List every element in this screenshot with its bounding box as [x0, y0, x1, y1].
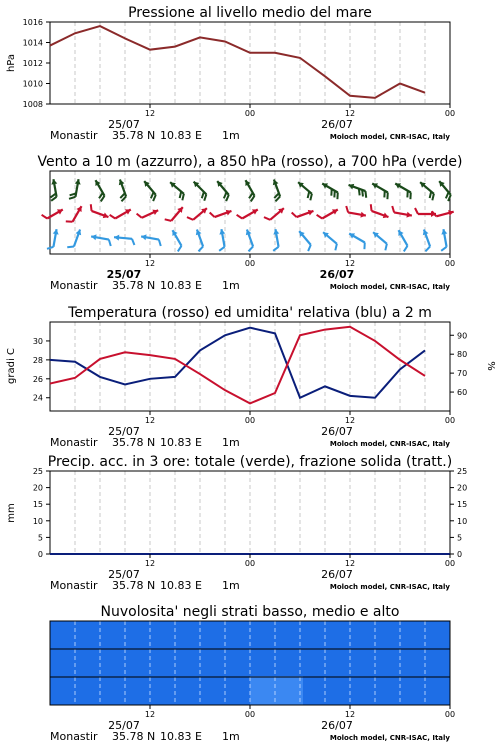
date-label-1: 25/07 [108, 118, 140, 131]
barb-feather [441, 247, 447, 251]
barb-feather [402, 246, 409, 252]
precip-y-tick-label-right: 10 [457, 516, 468, 526]
barb-feather [42, 213, 48, 220]
wind-700hpa-barb [369, 181, 392, 199]
station-lon: 10.83 E [160, 129, 202, 142]
barb-feather [333, 244, 339, 251]
x-tick-label: 12 [144, 710, 156, 719]
x-tick-label: 12 [144, 559, 156, 568]
temp-y-label: gradi C [6, 348, 17, 384]
barb-feather [247, 246, 254, 251]
wind-10m-barb [216, 229, 229, 251]
wind-700hpa-barb [114, 179, 130, 202]
barb-feather [210, 211, 215, 218]
wind-850hpa-barb [88, 204, 111, 220]
wind-10m-barb [369, 230, 391, 250]
barb-feather [89, 204, 94, 211]
wind-10m-barb [114, 234, 136, 245]
barb-feather [158, 240, 162, 246]
barb-feather [69, 196, 75, 200]
station-name: Monastir [50, 129, 98, 142]
barb-feather [110, 213, 116, 220]
x-tick-label: 00 [244, 259, 256, 268]
precip-y-tick-label-right: 25 [457, 467, 468, 476]
wind-700hpa-barb [435, 179, 455, 201]
temp-chart-title: Temperatura (rosso) ed umidita' relativa (blu) a 2 m [68, 305, 432, 321]
precip-y-tick-label: 0 [37, 550, 43, 559]
barb-feather [219, 247, 225, 251]
temp-y-tick-label: 24 [32, 393, 43, 403]
date-label-1: 25/07 [108, 719, 140, 732]
wind-700hpa-barb [294, 180, 316, 200]
x-tick-label: 00 [244, 109, 256, 118]
humidity-y-tick-label: 80 [457, 350, 468, 360]
wind-10m-barb [191, 229, 207, 252]
precip-y-tick-label: 5 [37, 533, 43, 543]
station-lat: 35.78 N [112, 129, 156, 142]
precip-y-tick-label-right: 20 [457, 483, 468, 493]
cloud-cover-panel [50, 604, 455, 743]
date-label-2: 26/07 [321, 719, 353, 732]
model-credit: Moloch model, CNR-ISAC, Italy [329, 734, 450, 742]
barb-feather [187, 215, 193, 222]
barb-feather [67, 244, 74, 249]
wind-850hpa-barb [292, 205, 315, 221]
date-label-2: 26/07 [319, 268, 355, 281]
precip-y-tick-label: 25 [32, 467, 43, 476]
pressure-y-tick-label: 1010 [22, 79, 43, 89]
model-credit: Moloch model, CNR-ISAC, Italy [329, 440, 450, 448]
model-credit: Moloch model, CNR-ISAC, Italy [329, 133, 450, 141]
wind-850hpa-barb [187, 204, 209, 224]
model-credit: Moloch model, CNR-ISAC, Italy [329, 583, 450, 591]
barb-feather [317, 213, 323, 220]
wind-10m-barb [90, 233, 112, 246]
x-tick-label: 12 [344, 710, 356, 719]
barb-feather [306, 245, 313, 251]
pressure-y-label: hPa [6, 53, 17, 73]
cloud-low-thin-patch [250, 676, 303, 705]
wind-10m-barb [319, 230, 341, 250]
station-lon: 10.83 E [160, 279, 202, 292]
barb-head [114, 234, 120, 240]
station-lon: 10.83 E [160, 436, 202, 449]
x-tick-label: 12 [144, 416, 156, 425]
barb-feather [197, 246, 204, 251]
wind-700hpa-barb [189, 180, 210, 201]
x-tick-label: 12 [144, 259, 156, 268]
x-tick-label: 12 [344, 259, 356, 268]
barb-feather [165, 217, 172, 223]
pressure-y-tick-label: 1012 [22, 59, 43, 68]
precip-y-tick-label: 15 [32, 500, 43, 510]
wind-10m-barb [167, 229, 185, 252]
station-name: Monastir [50, 730, 98, 743]
date-label-1: 25/07 [108, 425, 140, 438]
wind-850hpa-barb [210, 205, 233, 221]
wind-700hpa-barb [240, 179, 258, 202]
barb-feather [66, 219, 73, 225]
barb-feather [345, 206, 349, 212]
x-tick-label: 00 [444, 559, 456, 568]
barb-feather [424, 246, 431, 251]
temp-y-tick-label: 26 [32, 374, 43, 384]
wind-700hpa-barb [319, 181, 342, 199]
wind-700hpa-barb [140, 179, 160, 201]
precip-y-tick-label: 20 [32, 483, 43, 493]
wind-850hpa-barb [137, 205, 160, 222]
wind-700hpa-barb [392, 181, 415, 199]
wind-10m-barb [438, 229, 451, 251]
x-tick-label: 00 [444, 259, 456, 268]
temp-y-tick-label: 30 [32, 336, 43, 346]
x-tick-label: 00 [244, 710, 256, 719]
barb-feather [264, 215, 270, 222]
pressure-y-tick-label: 1008 [22, 100, 43, 109]
station-elevation: 1m [222, 129, 240, 142]
temperature-line [50, 327, 425, 404]
x-tick-label: 12 [344, 559, 356, 568]
station-name: Monastir [50, 279, 98, 292]
model-credit: Moloch model, CNR-ISAC, Italy [329, 283, 450, 291]
humidity-y-tick-label: 60 [457, 388, 468, 398]
wind-850hpa-barb [345, 206, 367, 219]
barb-feather [292, 211, 297, 218]
precip-y-tick-label-right: 5 [457, 533, 463, 543]
temperature-humidity-panel [6, 305, 496, 449]
wind-10m-barb [241, 229, 257, 252]
precip-y-label: mm [6, 503, 17, 523]
x-tick-label: 00 [444, 109, 456, 118]
date-label-1: 25/07 [108, 568, 140, 581]
humidity-y-label: % [485, 361, 496, 371]
pressure-panel [6, 5, 455, 142]
x-tick-label: 12 [144, 109, 156, 118]
station-lat: 35.78 N [112, 730, 156, 743]
pressure-y-tick-label: 1016 [22, 18, 43, 27]
station-name: Monastir [50, 579, 98, 592]
barb-feather [137, 212, 142, 219]
wind-850hpa-barb [110, 204, 133, 222]
station-lat: 35.78 N [112, 436, 156, 449]
barb-feather [237, 213, 243, 220]
barb-feather [369, 204, 374, 211]
wind-850hpa-barb [42, 204, 65, 222]
date-label-2: 26/07 [321, 118, 353, 131]
wind-10m-barb [47, 228, 60, 250]
barb-feather [385, 193, 391, 200]
wind-850hpa-barb [317, 204, 340, 222]
barb-feather [176, 246, 183, 252]
x-tick-label: 12 [344, 109, 356, 118]
station-name: Monastir [50, 436, 98, 449]
wind-700hpa-barb [166, 180, 188, 200]
barb-feather [273, 247, 279, 251]
wind-700hpa-barb [213, 179, 233, 201]
wind-10m-barb [418, 229, 434, 252]
barb-feather [383, 244, 389, 251]
station-elevation: 1m [222, 579, 240, 592]
precip-chart-title: Precip. acc. in 3 ore: totale (verde), frazione solida (tratt.) [47, 454, 453, 470]
date-label-2: 26/07 [321, 568, 353, 581]
wind-700hpa-barb [268, 179, 284, 202]
barb-feather [363, 191, 368, 198]
wind-10m-barb [270, 229, 283, 251]
wind-chart-title: Vento a 10 m (azzurro), a 850 hPa (rosso), a 700 hPa (verde) [37, 154, 463, 170]
wind-850hpa-barb [237, 204, 260, 222]
barb-feather [415, 208, 418, 214]
wind-850hpa-barb [391, 206, 413, 219]
barb-feather [108, 240, 112, 246]
station-lon: 10.83 E [160, 730, 202, 743]
wind-700hpa-barb [416, 180, 438, 200]
x-tick-label: 00 [244, 559, 256, 568]
precip-y-tick-label: 10 [32, 516, 43, 526]
wind-10m-barb [346, 231, 369, 249]
station-elevation: 1m [222, 279, 240, 292]
x-tick-label: 00 [444, 710, 456, 719]
barb-feather [391, 206, 395, 212]
wind-10m-barb [393, 229, 411, 252]
wind-10m-barb [295, 229, 315, 251]
wind-700hpa-barb [48, 179, 61, 201]
x-tick-label: 00 [244, 416, 256, 425]
station-lat: 35.78 N [112, 579, 156, 592]
station-elevation: 1m [222, 730, 240, 743]
precipitation-panel [6, 454, 467, 592]
humidity-y-tick-label: 90 [457, 331, 468, 341]
pressure-y-tick-label: 1014 [22, 38, 43, 48]
cloud-chart-title: Nuvolosita' negli strati basso, medio e alto [100, 604, 400, 620]
station-lat: 35.78 N [112, 279, 156, 292]
x-tick-label: 00 [444, 416, 456, 425]
precip-y-tick-label-right: 0 [457, 550, 463, 559]
pressure-line [50, 26, 425, 98]
station-lon: 10.83 E [160, 579, 202, 592]
station-elevation: 1m [222, 436, 240, 449]
wind-700hpa-barb [90, 179, 108, 202]
wind-10m-barb [140, 233, 162, 246]
wind-850hpa-barb [368, 204, 391, 220]
barb-feather [362, 243, 368, 250]
barb-feather [408, 193, 414, 200]
date-label-2: 26/07 [321, 425, 353, 438]
plot-frame [50, 22, 450, 104]
barb-feather [131, 239, 135, 245]
date-label-1: 25/07 [106, 268, 142, 281]
x-tick-label: 12 [344, 416, 356, 425]
wind-panel [37, 154, 462, 292]
precip-y-tick-label-right: 15 [457, 500, 468, 510]
temp-y-tick-label: 28 [32, 355, 43, 365]
barb-feather [335, 193, 341, 200]
pressure-chart-title: Pressione al livello medio del mare [128, 5, 372, 21]
humidity-y-tick-label: 70 [457, 369, 468, 379]
